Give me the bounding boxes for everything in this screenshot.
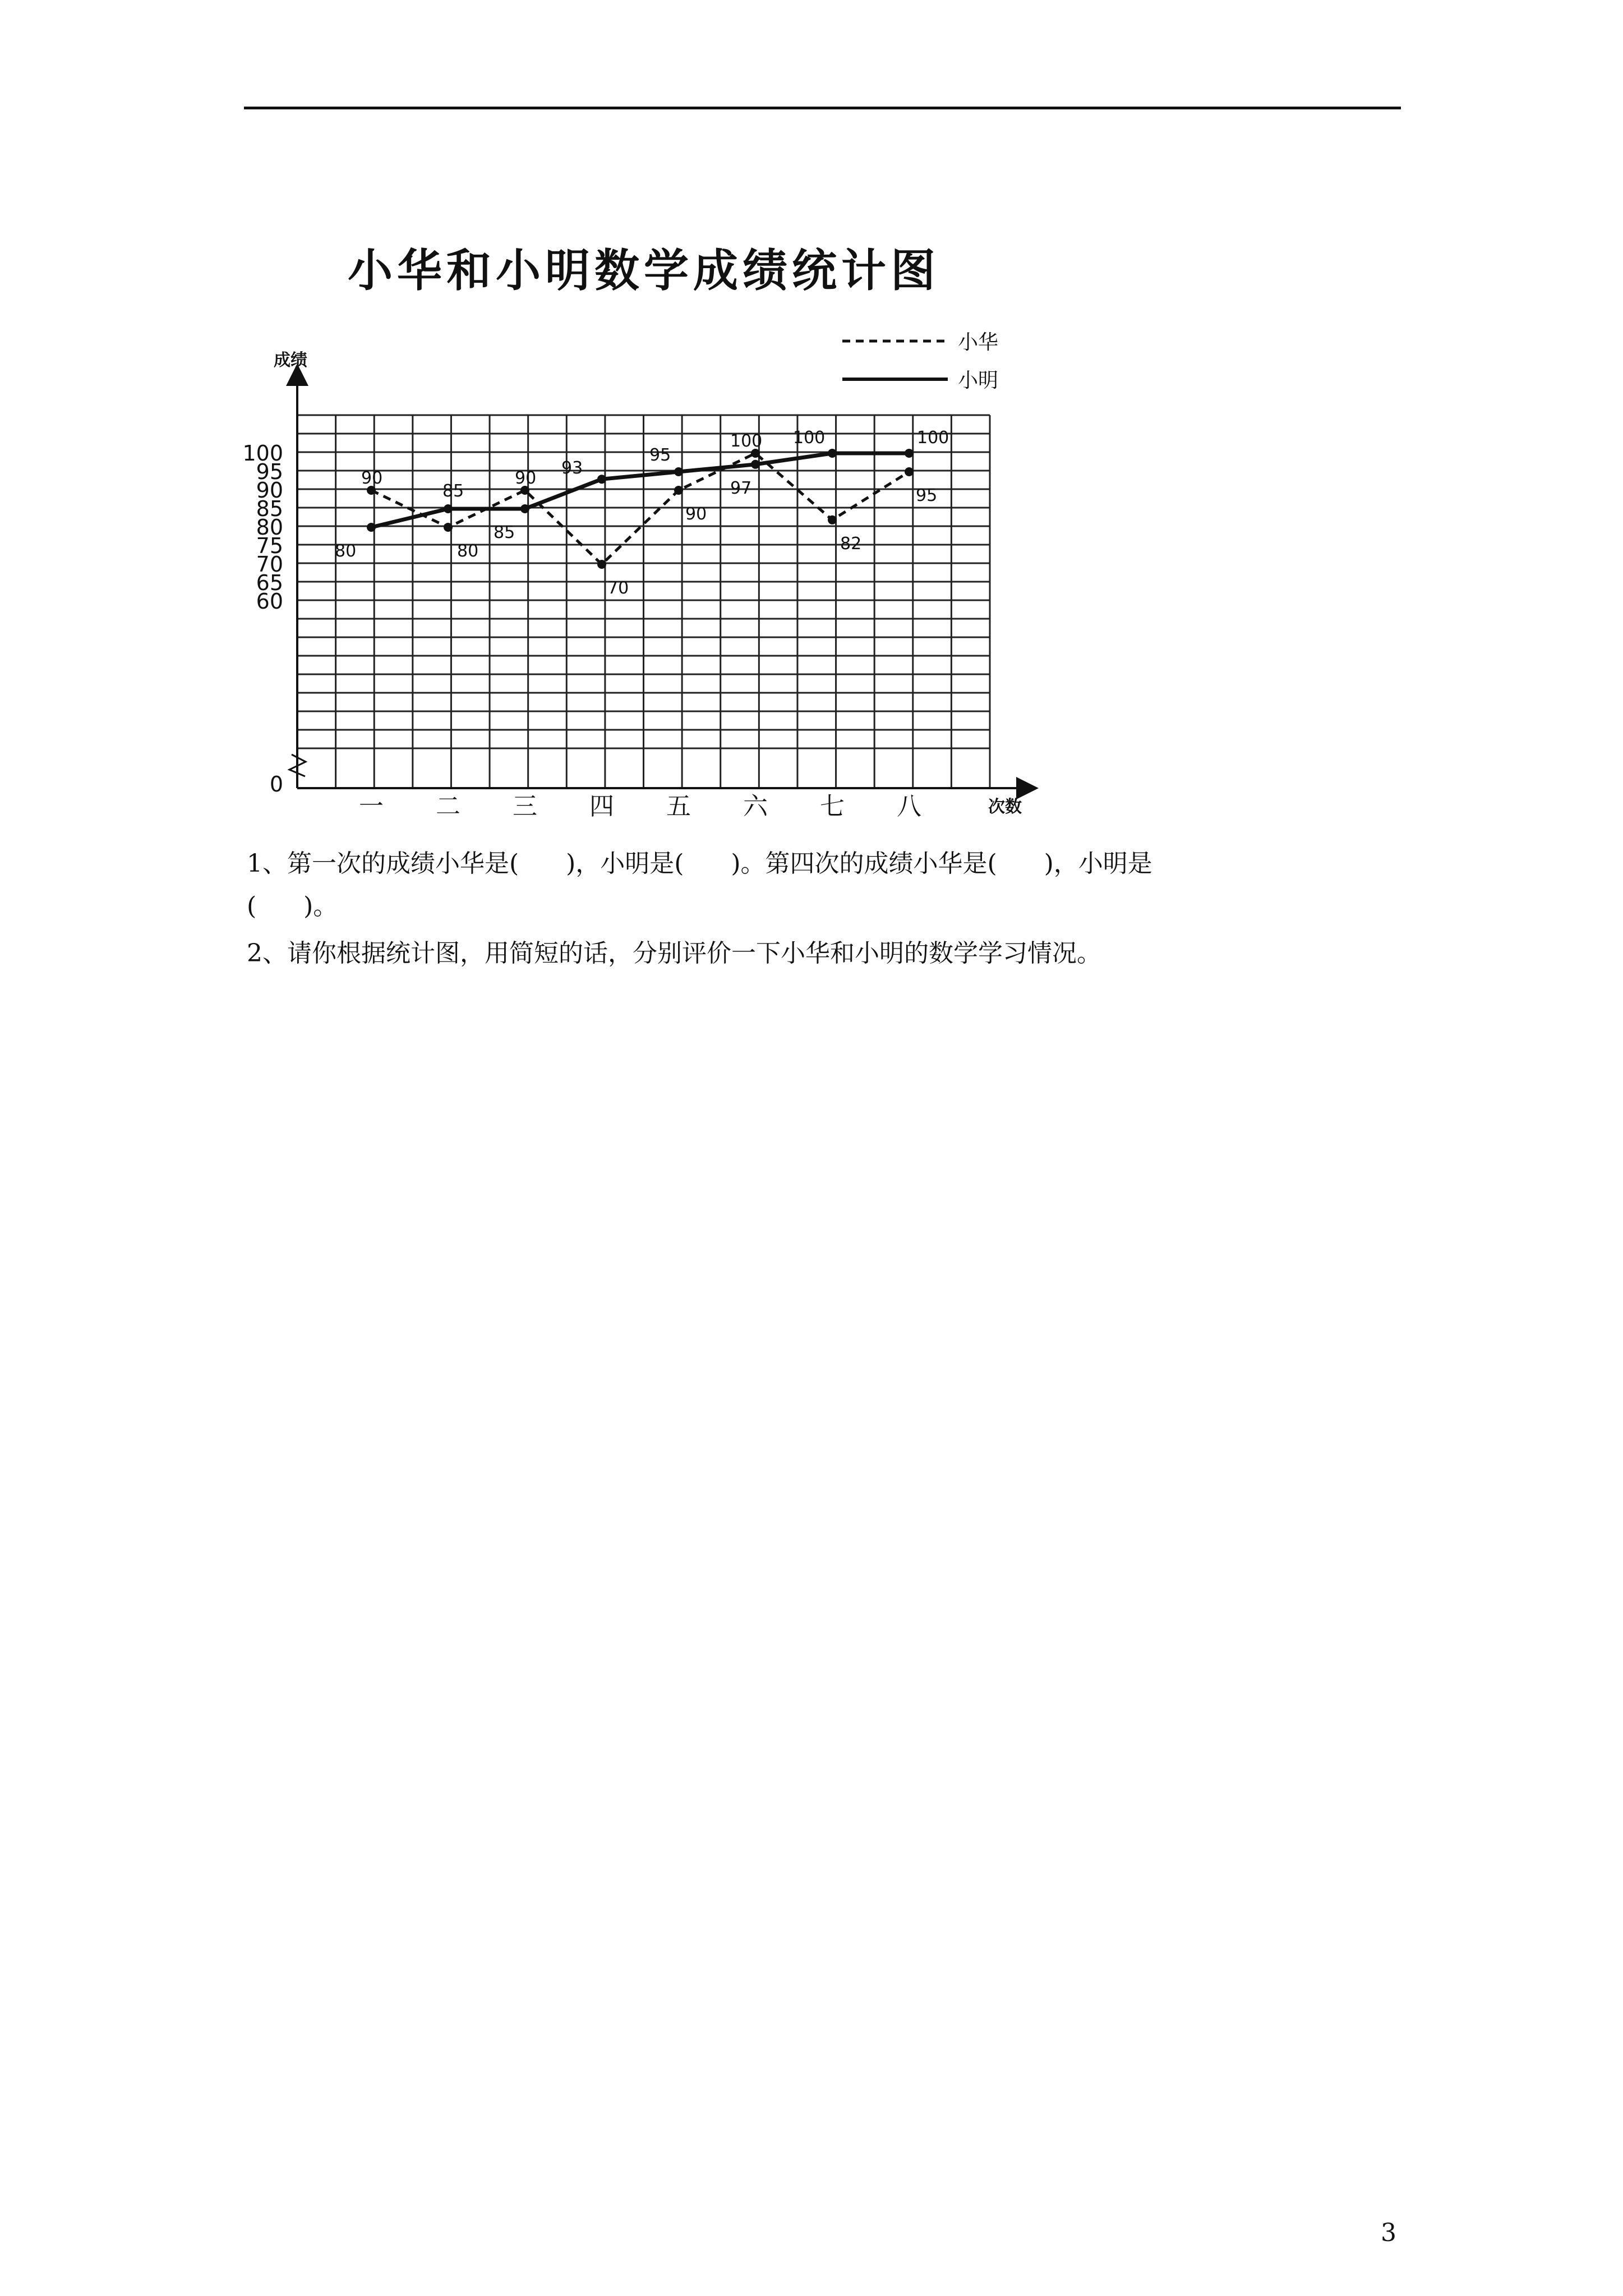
data-label-xiaohua: 90 bbox=[515, 468, 537, 488]
legend-label-xiaoming: 小明 bbox=[958, 369, 999, 392]
x-tick-label: 六 bbox=[743, 792, 768, 821]
y-tick-label: 60 bbox=[256, 589, 283, 614]
data-point-xiaohua bbox=[905, 467, 914, 476]
data-point-xiaoming bbox=[444, 504, 453, 513]
legend-label-xiaohua: 小华 bbox=[958, 331, 999, 354]
data-point-xiaoming bbox=[905, 449, 914, 458]
x-axis-title: 次数 bbox=[988, 797, 1022, 817]
line-chart bbox=[0, 0, 1623, 841]
data-label-xiaohua: 90 bbox=[685, 504, 707, 524]
y-tick-label: 75 bbox=[256, 533, 283, 558]
data-label-xiaohua: 82 bbox=[840, 533, 862, 554]
chart-title: 小华和小明数学成绩统计图 bbox=[348, 245, 940, 297]
question-2: 2、请你根据统计图，用简短的话，分别评价一下小华和小明的数学学习情况。 bbox=[247, 939, 1101, 968]
data-label-xiaoming: 80 bbox=[335, 541, 357, 561]
data-point-xiaoming bbox=[520, 504, 529, 513]
data-label-xiaohua: 80 bbox=[457, 541, 479, 561]
question-1-line-2: ( )。 bbox=[247, 892, 338, 921]
x-tick-label: 一 bbox=[359, 792, 384, 821]
x-tick-label: 三 bbox=[513, 792, 537, 821]
x-tick-label: 五 bbox=[666, 792, 691, 821]
question-1-line-1: 1、第一次的成绩小华是( )，小明是( )。第四次的成绩小华是( )，小明是 bbox=[247, 849, 1152, 878]
y-tick-label: 90 bbox=[256, 478, 283, 503]
data-label-xiaohua: 100 bbox=[730, 431, 763, 451]
y-tick-label: 95 bbox=[256, 459, 283, 484]
data-label-xiaoming: 85 bbox=[494, 523, 515, 542]
data-point-xiaohua bbox=[444, 523, 453, 532]
data-point-xiaohua bbox=[828, 516, 837, 524]
data-label-xiaohua: 90 bbox=[361, 468, 383, 488]
data-label-xiaohua: 70 bbox=[607, 578, 629, 598]
y-tick-label: 100 bbox=[242, 441, 283, 466]
y-tick-label: 0 bbox=[269, 772, 283, 797]
data-point-xiaohua bbox=[597, 560, 606, 569]
data-point-xiaoming bbox=[597, 475, 606, 484]
x-tick-label: 四 bbox=[589, 792, 614, 821]
data-label-xiaohua: 95 bbox=[916, 486, 938, 505]
axis-break-mark bbox=[289, 754, 306, 776]
data-point-xiaohua bbox=[674, 486, 683, 495]
y-tick-label: 65 bbox=[256, 570, 283, 595]
data-point-xiaoming bbox=[367, 523, 376, 532]
data-label-xiaoming: 93 bbox=[561, 458, 583, 478]
data-point-xiaoming bbox=[751, 460, 760, 469]
data-point-xiaoming bbox=[828, 449, 837, 458]
page-number: 3 bbox=[1381, 2219, 1396, 2247]
x-tick-label: 二 bbox=[436, 792, 460, 821]
data-label-xiaoming: 97 bbox=[730, 478, 752, 498]
y-tick-label: 85 bbox=[256, 496, 283, 521]
data-label-xiaoming: 100 bbox=[793, 428, 826, 448]
data-point-xiaoming bbox=[674, 467, 683, 476]
y-tick-label: 80 bbox=[256, 515, 283, 540]
data-label-xiaoming: 100 bbox=[917, 428, 949, 448]
y-axis-title: 成绩 bbox=[274, 351, 307, 370]
x-tick-label: 七 bbox=[820, 792, 845, 821]
data-label-xiaoming: 95 bbox=[649, 445, 671, 465]
x-tick-label: 八 bbox=[897, 792, 921, 821]
data-label-xiaoming: 85 bbox=[442, 481, 464, 501]
y-tick-label: 70 bbox=[256, 552, 283, 577]
